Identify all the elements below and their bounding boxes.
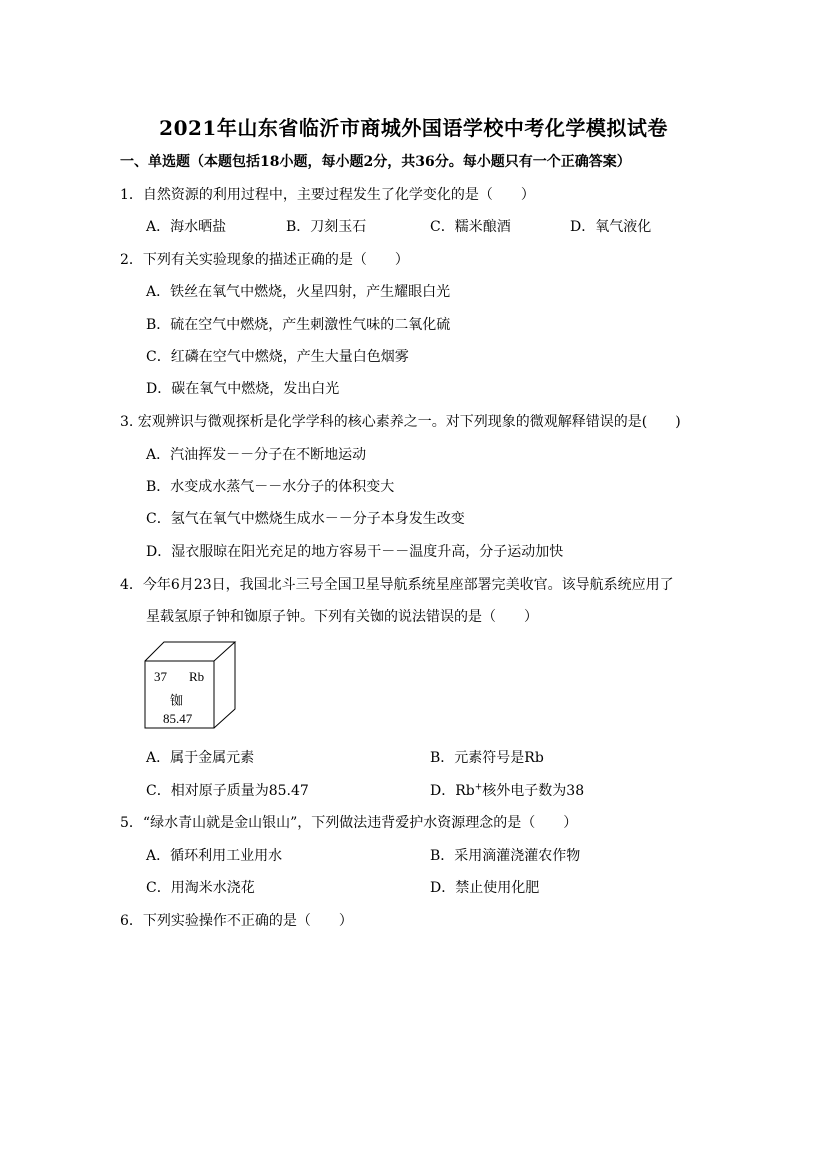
question-5-option-a: A．循环利用工业用水 xyxy=(146,848,283,864)
rubidium-element-cell xyxy=(143,640,238,730)
question-5-stem: 5．“绿水青山就是金山银山”，下列做法违背爱护水资源理念的是（ ） xyxy=(120,815,578,831)
question-3-stem: 3. 宏观辨识与微观探析是化学学科的核心素养之一。对下列现象的微观解释错误的是( ) xyxy=(120,414,681,430)
question-4-option-c: C．相对原子质量为85.47 xyxy=(146,783,309,799)
question-2-option-a: A．铁丝在氧气中燃烧，火星四射，产生耀眼白光 xyxy=(146,284,451,300)
ion-charge: + xyxy=(474,782,483,793)
question-5-option-b: B．采用滴灌浇灌农作物 xyxy=(430,848,581,864)
question-1-option-a: A．海水晒盐 xyxy=(146,219,227,235)
atomic-mass: 85.47 xyxy=(163,711,193,726)
question-1-option-d: D．氧气液化 xyxy=(570,219,652,235)
option-d-suffix: 核外电子数为38 xyxy=(482,783,585,799)
question-2-stem: 2．下列有关实验现象的描述正确的是（ ） xyxy=(120,252,409,268)
question-4-stem-line1: 4．今年6月23日，我国北斗三号全国卫星导航系统星座部署完美收官。该导航系统应用了 xyxy=(120,577,674,593)
question-6-stem: 6．下列实验操作不正确的是（ ） xyxy=(120,913,353,929)
element-symbol: Rb xyxy=(189,669,205,684)
question-3-option-b: B．水变成水蒸气－－水分子的体积变大 xyxy=(146,479,395,495)
question-4-stem-line2: 星载氢原子钟和铷原子钟。下列有关铷的说法错误的是（ ） xyxy=(146,609,538,625)
question-3-option-c: C．氢气在氧气中燃烧生成水－－分子本身发生改变 xyxy=(146,511,465,527)
question-1-stem: 1．自然资源的利用过程中，主要过程发生了化学变化的是（ ） xyxy=(120,187,535,203)
question-2-option-c: C．红磷在空气中燃烧，产生大量白色烟雾 xyxy=(146,349,409,365)
question-4-option-b: B．元素符号是Rb xyxy=(430,750,544,766)
question-2-option-b: B．硫在空气中燃烧，产生刺激性气味的二氧化硫 xyxy=(146,317,451,333)
question-4-option-a: A．属于金属元素 xyxy=(146,750,255,766)
exam-title: 2021年山东省临沂市商城外国语学校中考化学模拟试卷 xyxy=(159,116,668,140)
question-5-option-d: D．禁止使用化肥 xyxy=(430,880,540,896)
question-2-option-d: D．碳在氧气中燃烧，发出白光 xyxy=(146,381,340,397)
question-1-option-b: B．刀刻玉石 xyxy=(286,219,367,235)
question-4-option-d xyxy=(430,780,584,800)
element-name: 铷 xyxy=(170,694,184,709)
option-d-prefix: D．Rb xyxy=(430,783,475,799)
question-3-option-d: D．湿衣服晾在阳光充足的地方容易干－－温度升高，分子运动加快 xyxy=(146,544,564,560)
question-5-option-c: C．用淘米水浇花 xyxy=(146,880,255,896)
question-1-option-c: C．糯米酿酒 xyxy=(430,219,511,235)
question-3-option-a: A．汽油挥发－－分子在不断地运动 xyxy=(146,447,367,463)
atomic-number: 37 xyxy=(154,669,167,684)
section-heading: 一、单选题（本题包括18小题，每小题2分，共36分。每小题只有一个正确答案） xyxy=(120,154,631,170)
